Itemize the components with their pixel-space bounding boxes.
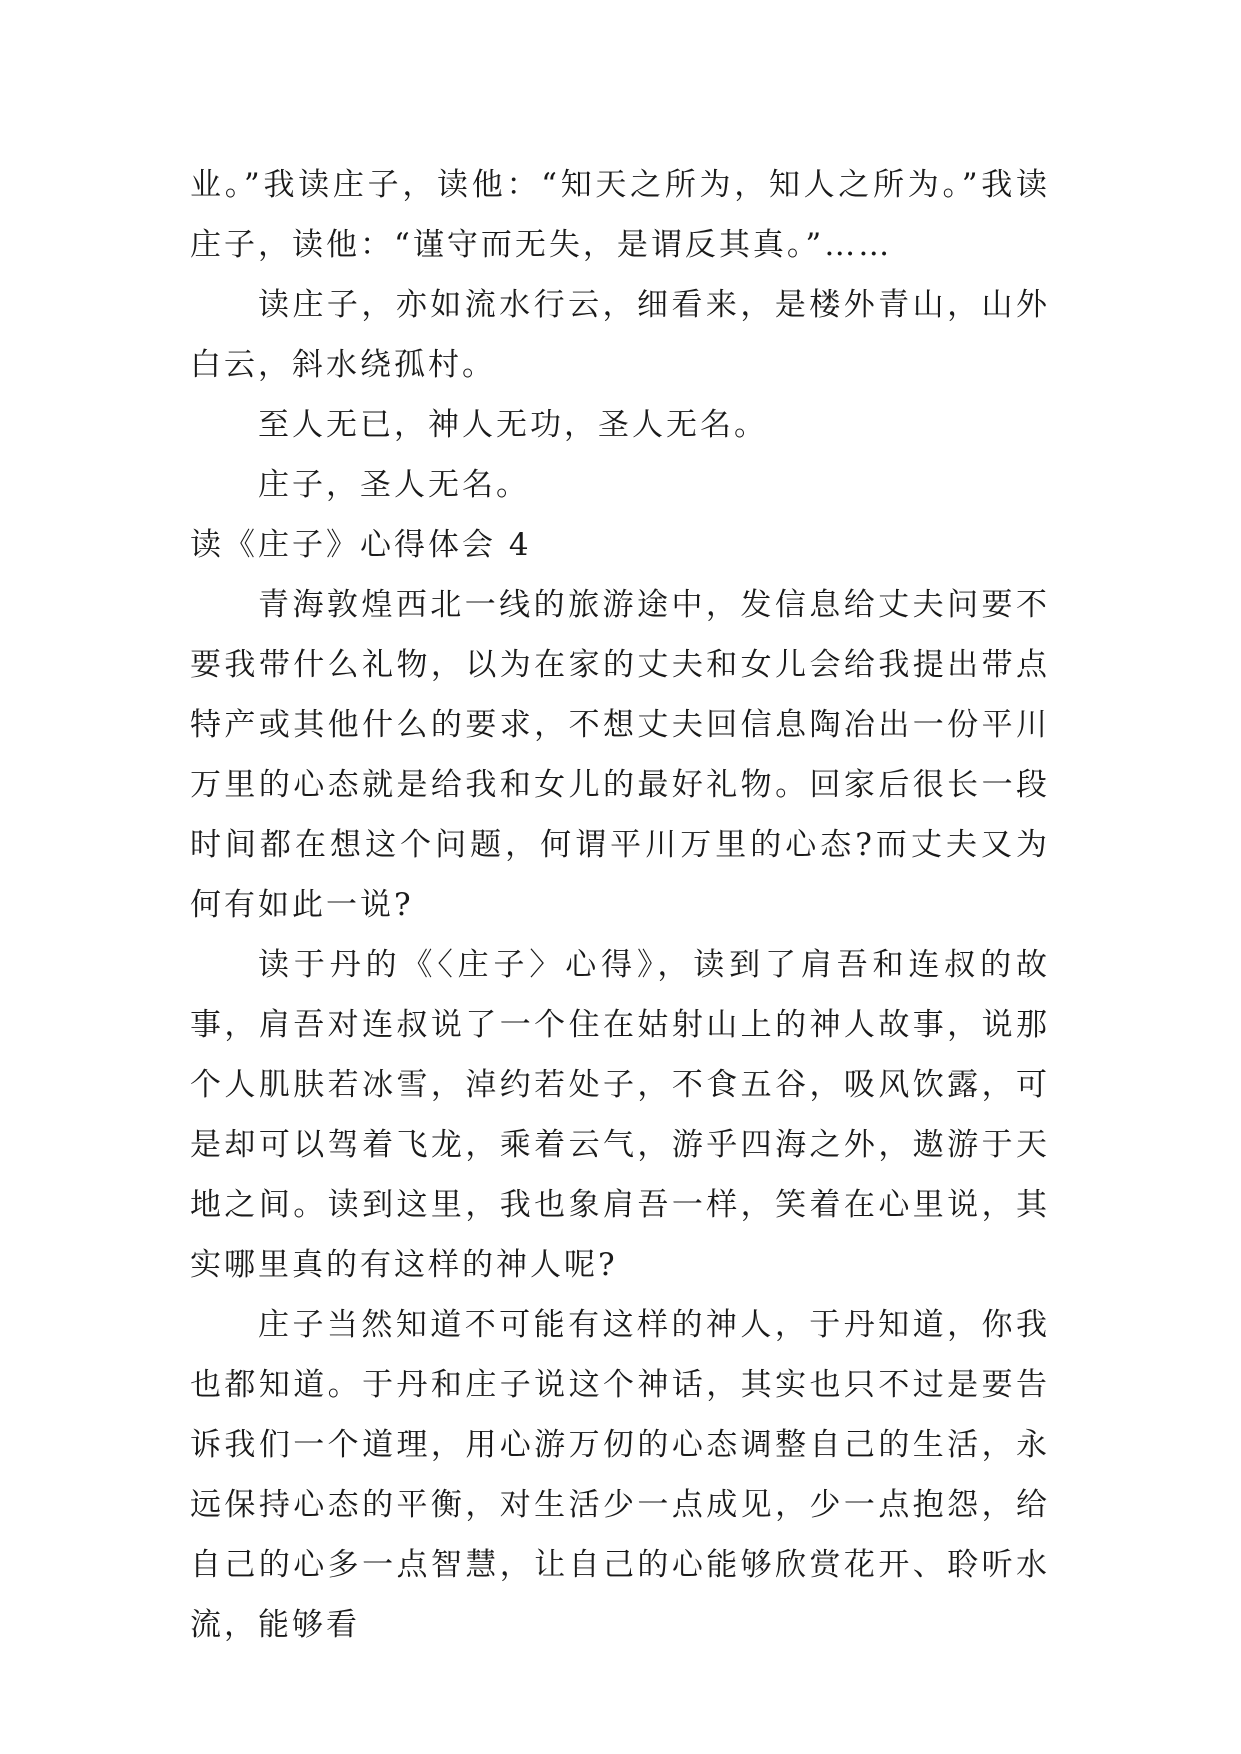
paragraph-reading-zhuangzi: 读庄子，亦如流水行云，细看来，是楼外青山，山外白云，斜水绕孤村。	[190, 287, 1050, 383]
document-page	[190, 155, 1050, 1655]
paragraph-continued: 业。”我读庄子，读他：“知天之所为，知人之所为。”我读庄子，读他：“谨守而无失，是谓反其真。”……	[190, 167, 1050, 263]
paragraph-yudan: 读于丹的《〈庄子〉心得》，读到了肩吾和连叔的故事，肩吾对连叔说了一个住在姑射山上的神人故事，说那个人肌肤若冰雪，淖约若处子，不食五谷，吸风饮露，可是却可以驾着飞龙，乘着云气，游乎四海之外，遨游于天地之间。读到这里，我也象肩吾一样，笑着在心里说，其实哪里真的有这样的神人呢?	[190, 947, 1050, 1283]
paragraph-zhiren: 至人无已，神人无功，圣人无名。	[258, 407, 768, 443]
paragraph-shenren: 庄子当然知道不可能有这样的神人，于丹知道，你我也都知道。于丹和庄子说这个神话，其实也只不过是要告诉我们一个道理，用心游万仞的心态调整自己的生活，永远保持心态的平衡，对生活少一点成见，少一点抱怨，给自己的心多一点智慧，让自己的心能够欣赏花开、聆听水流，能够看	[190, 1307, 1050, 1643]
paragraph-travel: 青海敦煌西北一线的旅游途中，发信息给丈夫问要不要我带什么礼物，以为在家的丈夫和女儿会给我提出带点特产或其他什么的要求，不想丈夫回信息陶冶出一份平川万里的心态就是给我和女儿的最好礼物。回家后很长一段时间都在想这个问题，何谓平川万里的心态?而丈夫又为何有如此一说?	[190, 587, 1050, 923]
paragraph-shengren: 庄子，圣人无名。	[258, 467, 530, 503]
section-heading: 读《庄子》心得体会 4	[190, 527, 532, 563]
